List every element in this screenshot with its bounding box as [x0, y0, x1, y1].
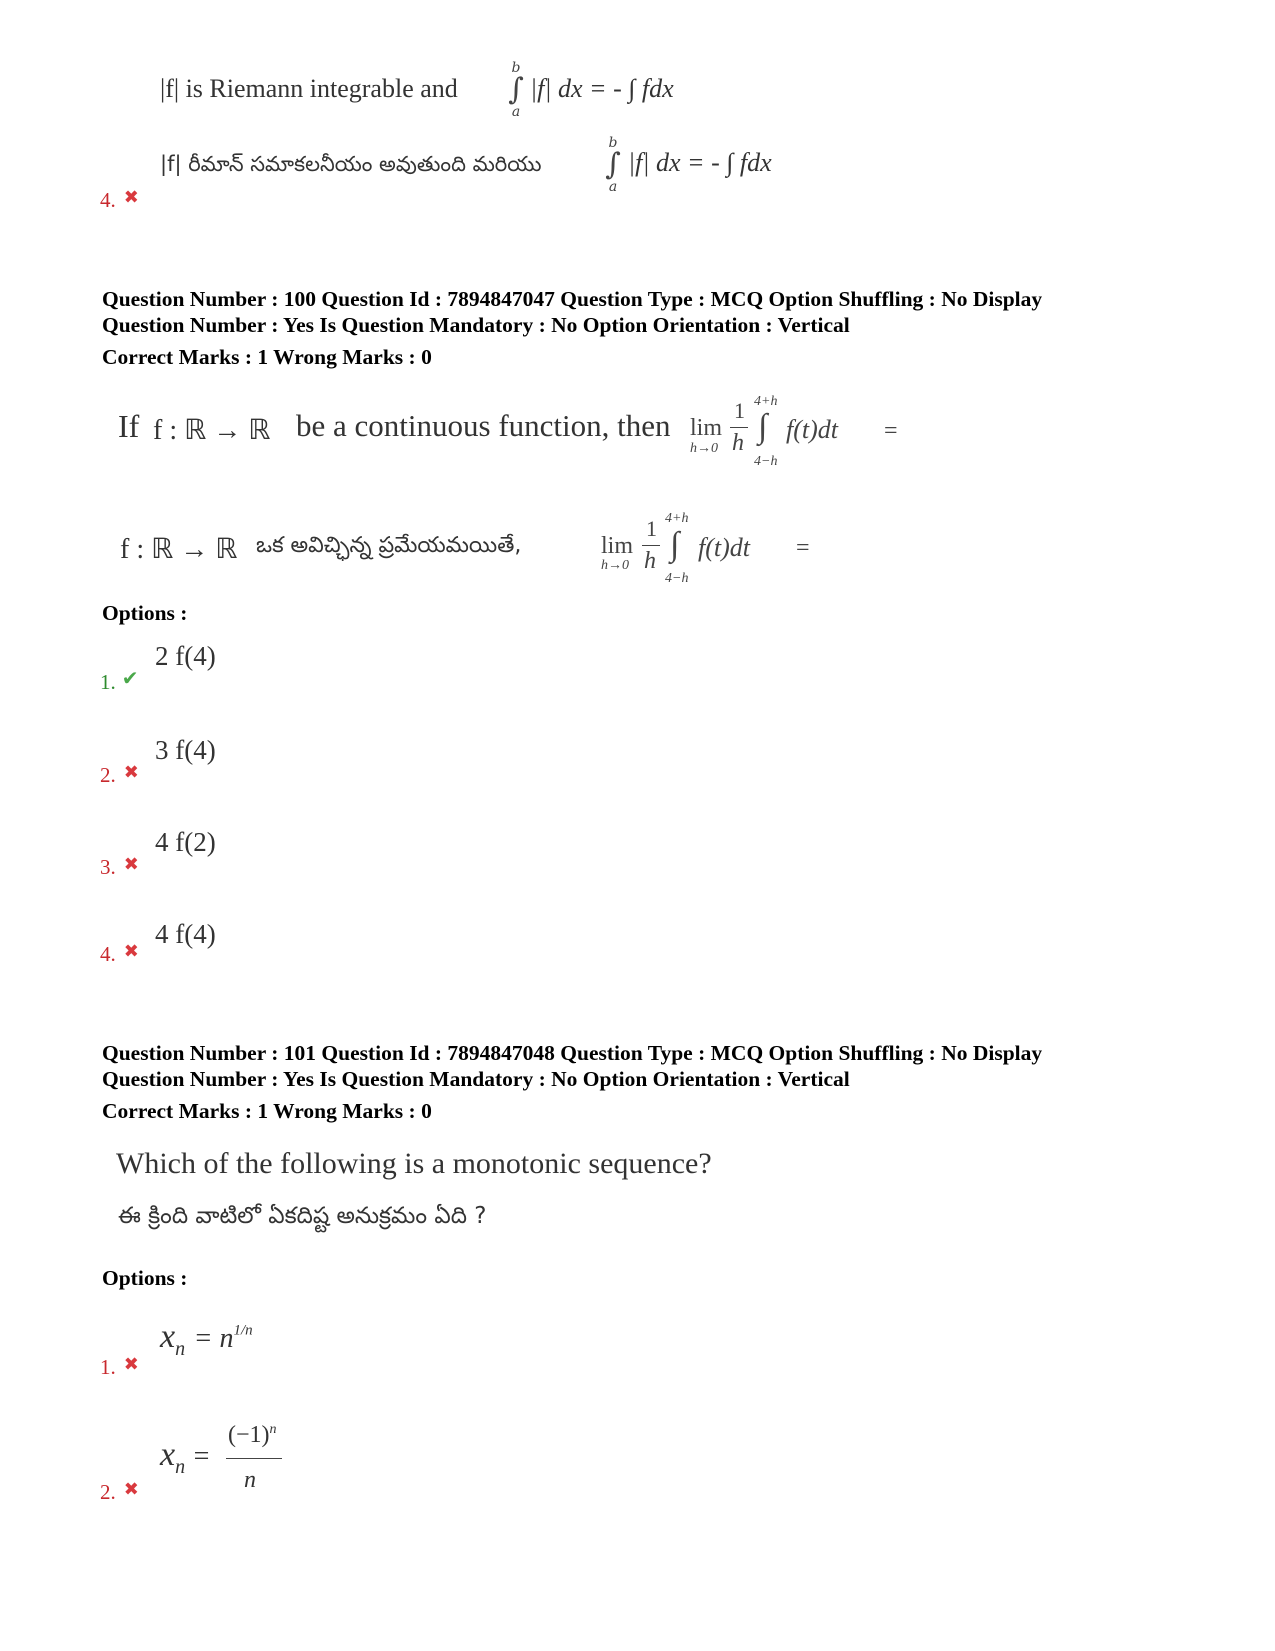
prev-integral-2: b ∫ a: [603, 135, 623, 195]
integral-upper: 4+h: [665, 511, 689, 526]
integral-lower: 4−h: [754, 454, 778, 469]
formula-exponent: 1/n: [233, 1322, 253, 1339]
integral-lower: a: [511, 104, 521, 120]
q101-options-label: Options :: [102, 1266, 188, 1290]
frac-numerator: 1: [734, 398, 745, 423]
option-value: 3 f(4): [155, 735, 216, 765]
prev-line2-eq: |f| dx = - ∫ fdx: [628, 148, 772, 177]
integral-lower: 4−h: [665, 571, 689, 586]
frac-denominator: h: [644, 548, 656, 574]
integral-upper: b: [608, 135, 618, 151]
cross-icon: ✖: [123, 1354, 139, 1375]
lim-subscript: h→0: [690, 441, 718, 456]
equals-sign: =: [796, 535, 810, 561]
integral-upper: 4+h: [754, 394, 778, 409]
formula-subscript: n: [175, 1337, 186, 1360]
option-number: [100, 1480, 139, 1505]
option-number: 4.: [100, 188, 116, 212]
option-number-text: 4.: [100, 942, 116, 966]
q100-marks: Correct Marks : 1 Wrong Marks : 0: [102, 345, 432, 369]
option-formula: [160, 1318, 253, 1361]
formula-rhs: = n: [193, 1323, 234, 1354]
option-number-text: 2.: [100, 1480, 116, 1504]
q101-meta-line2: Question Number : Yes Is Question Mandatory : No Option Orientation : Vertical: [102, 1067, 850, 1091]
cross-icon: ✖: [123, 941, 139, 962]
integrand: f(t)dt: [698, 533, 750, 562]
option-number-text: 1.: [100, 1355, 116, 1379]
option-number-text: 1.: [100, 670, 116, 694]
q101-meta-line1: Question Number : 101 Question Id : 7894847048 Question Type : MCQ Option Shuffling : No Display: [102, 1041, 1043, 1065]
prev-option-4-number: [100, 188, 139, 213]
equals-sign: =: [884, 418, 898, 444]
lim-label: lim: [690, 415, 723, 441]
q100-en-prefix: If: [118, 408, 140, 444]
cross-icon: ✖: [123, 187, 139, 208]
q100-en-func: f : ℝ → ℝ: [153, 415, 271, 446]
fraction-denominator: n: [244, 1467, 256, 1493]
q100-options-label: Options :: [102, 601, 188, 625]
option-number-text: 2.: [100, 763, 116, 787]
q100-meta-line1: Question Number : 100 Question Id : 7894847047 Question Type : MCQ Option Shuffling : No Display: [102, 287, 1043, 311]
option-number: [100, 855, 139, 880]
lim-label: lim: [601, 533, 634, 559]
frac-denominator: h: [732, 430, 744, 456]
option-number: [100, 1355, 139, 1380]
q100-en-text: be a continuous function, then: [296, 408, 671, 443]
check-icon: ✔: [121, 666, 139, 690]
fraction-numerator: [228, 1422, 277, 1449]
frac-numerator: 1: [646, 516, 657, 541]
numerator-base: (−1): [228, 1422, 270, 1448]
q101-te-text: ఈ క్రింది వాటిలో ఏకదిష్ట అనుక్రమం ఏది ?: [118, 1203, 487, 1229]
prev-integral-1: b ∫ a: [506, 60, 526, 120]
cross-icon: ✖: [123, 1479, 139, 1500]
cross-icon: ✖: [123, 854, 139, 875]
q100-te-text: ఒక అవిచ్ఛిన్న ప్రమేయమయితే,: [256, 533, 522, 558]
prev-option-4-line2: |f| రీమాన్ సమాకలనీయం అవుతుంది మరియు: [160, 152, 542, 176]
option-value: 2 f(4): [155, 641, 216, 671]
numerator-exponent: n: [269, 1422, 277, 1437]
formula-lhs: x: [160, 1436, 176, 1473]
integral-sign: ∫: [670, 526, 680, 563]
lim-subscript: h→0: [601, 558, 629, 573]
q100-te-func: f : ℝ → ℝ: [120, 534, 238, 565]
option-number: [100, 942, 139, 967]
frac-bar: [642, 545, 660, 546]
formula-rhs: =: [193, 1441, 210, 1472]
formula-lhs: x: [160, 1318, 176, 1355]
integral-upper: b: [511, 60, 521, 76]
integral-sign: ∫: [758, 408, 768, 445]
q100-meta-line2: Question Number : Yes Is Question Mandatory : No Option Orientation : Vertical: [102, 313, 850, 337]
option-formula: [160, 1436, 209, 1479]
frac-bar: [730, 427, 748, 428]
option-number: [100, 666, 139, 695]
formula-subscript: n: [175, 1455, 186, 1478]
integral-lower: a: [608, 179, 618, 195]
fraction-bar: [226, 1458, 282, 1459]
option-number: [100, 763, 139, 788]
option-value: 4 f(4): [155, 919, 216, 949]
cross-icon: ✖: [123, 762, 139, 783]
q101-marks: Correct Marks : 1 Wrong Marks : 0: [102, 1099, 432, 1123]
q101-en-text: Which of the following is a monotonic sequence?: [116, 1147, 712, 1180]
integrand: f(t)dt: [786, 415, 838, 444]
prev-line1-eq: |f| dx = - ∫ fdx: [530, 74, 674, 103]
prev-option-4-line1: [160, 74, 458, 104]
option-number-text: 3.: [100, 855, 116, 879]
option-value: 4 f(2): [155, 827, 216, 857]
prev-line1-text: |f| is Riemann integrable and: [160, 74, 458, 103]
